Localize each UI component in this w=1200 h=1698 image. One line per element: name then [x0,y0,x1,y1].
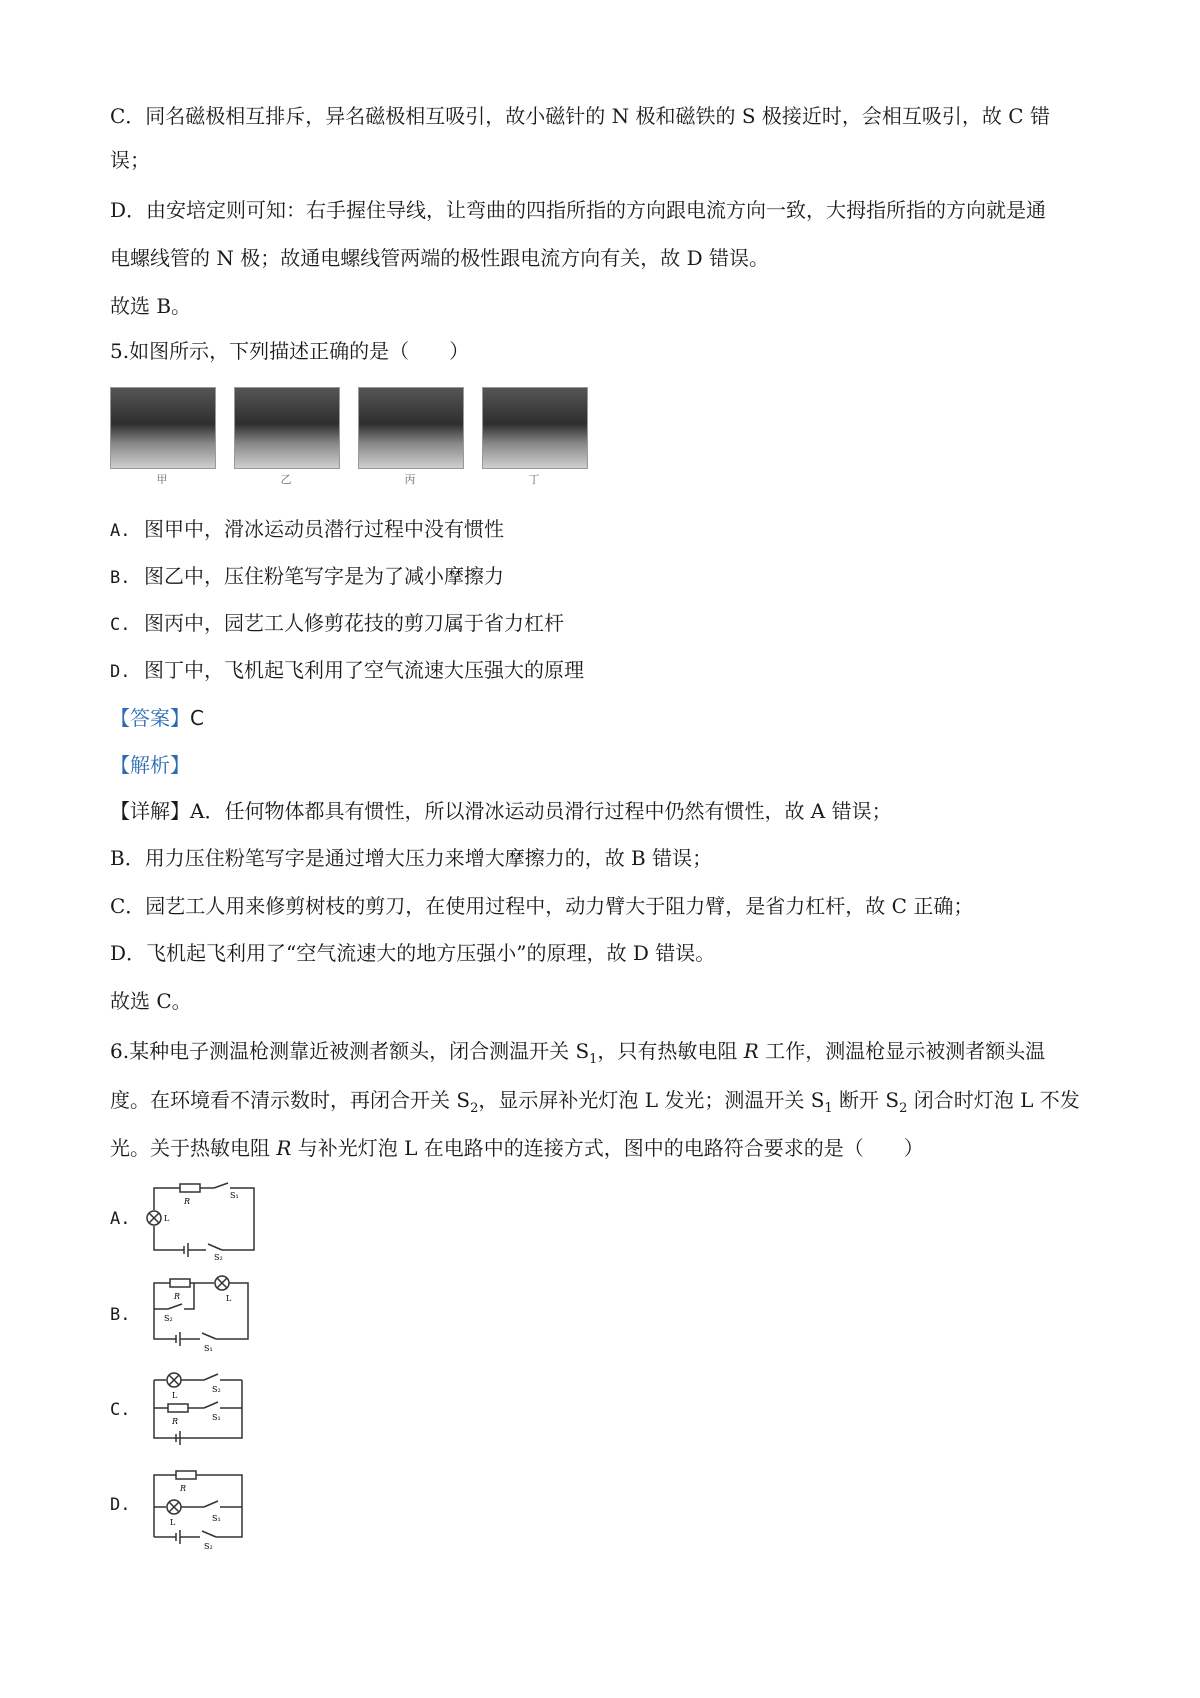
detail-a [110,801,892,821]
switch-symbol [214,1183,228,1188]
q6-text: 与补光灯泡 L 在电路中的连接方式，图中的电路符合要求的是（ ） [291,1136,924,1160]
photo-caption: 丙 [404,473,416,486]
answer-line [110,708,204,728]
circuit-label: S₂ [214,1253,223,1262]
detail-text: A．任何物体都具有惯性，所以滑冰运动员滑行过程中仍然有惯性，故 A 错误； [190,799,892,823]
text-line: 误； [110,148,150,172]
circuit-diagram-c [142,1370,262,1450]
answer-label: 【答案】 [110,706,190,730]
circuit-diagram-d [142,1465,262,1549]
subscript: 2 [470,1101,479,1116]
circuit-label: S₂ [212,1385,221,1394]
resistor-symbol-text: R [743,1039,759,1063]
q6-text: ，只有热敏电阻 [597,1039,744,1063]
option-text: 图甲中，滑冰运动员潜行过程中没有惯性 [144,517,504,541]
circuit-label: L [164,1214,170,1223]
photo-caption: 乙 [280,473,292,486]
resistor-symbol [170,1279,190,1287]
question-6-stem-line-1 [110,1041,1045,1066]
option-c [110,613,564,634]
text-line: D．由安培定则可知：右手握住导线，让弯曲的四指所指的方向跟电流方向一致，大拇指所指的方向就是通 [110,198,1047,222]
switch-symbol [202,1333,216,1339]
q6-text: 工作，测温枪显示被测者额头温 [758,1039,1046,1063]
option-a [110,519,504,540]
detail-c: C．园艺工人用来修剪树枝的剪刀，在使用过程中，动力臂大于阻力臂，是省力杠杆，故 C 正确； [110,894,974,918]
circuit-option-letter: B. [110,1305,131,1325]
q6-text: 光。关于热敏电阻 [110,1136,277,1160]
circuit-label: S₂ [164,1314,173,1323]
subscript: 2 [899,1101,908,1116]
text-line: C．同名磁极相互排斥，异名磁极相互吸引，故小磁针的 N 极和磁铁的 S 极接近时，会相互吸引，故 C 错 [110,104,1050,128]
detail-label: 【详解】 [110,799,190,823]
circuit-label: R [184,1197,191,1206]
q6-text: 6.某种电子测温枪测靠近被测者额头，闭合测温开关 S [110,1039,590,1063]
detail-d: D．飞机起飞利用了“空气流速大的地方压强小”的原理，故 D 错误。 [110,941,716,965]
circuit-option-letter: D. [110,1495,131,1515]
option-text: 图丁中，飞机起飞利用了空气流速大压强大的原理 [144,658,584,682]
option-letter: B. [110,568,131,588]
question-5-stem: 5.如图所示，下列描述正确的是（ ） [110,339,470,363]
option-letter: A. [110,521,131,541]
detail-b: B．用力压住粉笔写字是通过增大压力来增大摩擦力的，故 B 错误； [110,846,713,870]
text-line: 电螺线管的 N 极；故通电螺线管两端的极性跟电流方向有关，故 D 错误。 [110,246,769,270]
q6-text: 闭合时灯泡 L 不发 [907,1088,1080,1112]
subscript: 1 [589,1052,598,1067]
circuit-label: S₁ [212,1514,221,1523]
circuit-label: S₁ [204,1344,213,1353]
text-line: 故选 B。 [110,294,192,318]
circuit-label: L [226,1294,232,1303]
photo-airplane [482,387,588,469]
detail-selection: 故选 C。 [110,989,192,1013]
circuit-label: S₁ [230,1191,239,1200]
option-letter: D. [110,662,131,682]
question-5-figure [110,387,600,487]
circuit-option-letter: A. [110,1209,131,1229]
subscript: 1 [824,1101,833,1116]
option-d [110,660,584,681]
switch-symbol [204,1374,218,1380]
circuit-label: L [170,1518,176,1527]
switch-symbol [204,1501,218,1507]
resistor-symbol [168,1404,188,1412]
photo-caption: 丁 [528,473,540,486]
switch-symbol [168,1304,182,1309]
circuit-label: S₁ [212,1413,221,1422]
photo-scissors [358,387,464,469]
circuit-label: S₂ [204,1542,213,1551]
q6-text: 度。在环境看不清示数时，再闭合开关 S [110,1088,471,1112]
switch-symbol [202,1531,216,1537]
photo-skater [110,387,216,469]
option-b [110,566,504,587]
circuit-diagram-a [142,1180,262,1262]
photo-chalk [234,387,340,469]
circuit-label: R [172,1417,179,1426]
resistor-symbol [176,1471,196,1479]
resistor-symbol-text: R [276,1136,292,1160]
circuit-label: L [172,1391,178,1400]
option-text: 图丙中，园艺工人修剪花技的剪刀属于省力杠杆 [144,611,564,635]
answer-value: C [190,706,204,730]
option-text: 图乙中，压住粉笔写字是为了减小摩擦力 [144,564,504,588]
switch-symbol [208,1244,222,1250]
question-6-stem-line-2 [110,1090,1080,1115]
circuit-label: R [180,1484,187,1493]
resistor-symbol [180,1184,200,1192]
q6-text: 断开 S [832,1088,900,1112]
photo-caption: 甲 [156,473,168,486]
circuit-label: R [174,1292,181,1301]
switch-symbol [204,1402,218,1408]
question-6-stem-line-3 [110,1138,924,1158]
analysis-label: 【解析】 [110,753,190,777]
circuit-option-letter: C. [110,1400,131,1420]
option-letter: C. [110,615,131,635]
q6-text: ，显示屏补光灯泡 L 发光；测温开关 S [478,1088,825,1112]
circuit-diagram-b [142,1273,262,1353]
